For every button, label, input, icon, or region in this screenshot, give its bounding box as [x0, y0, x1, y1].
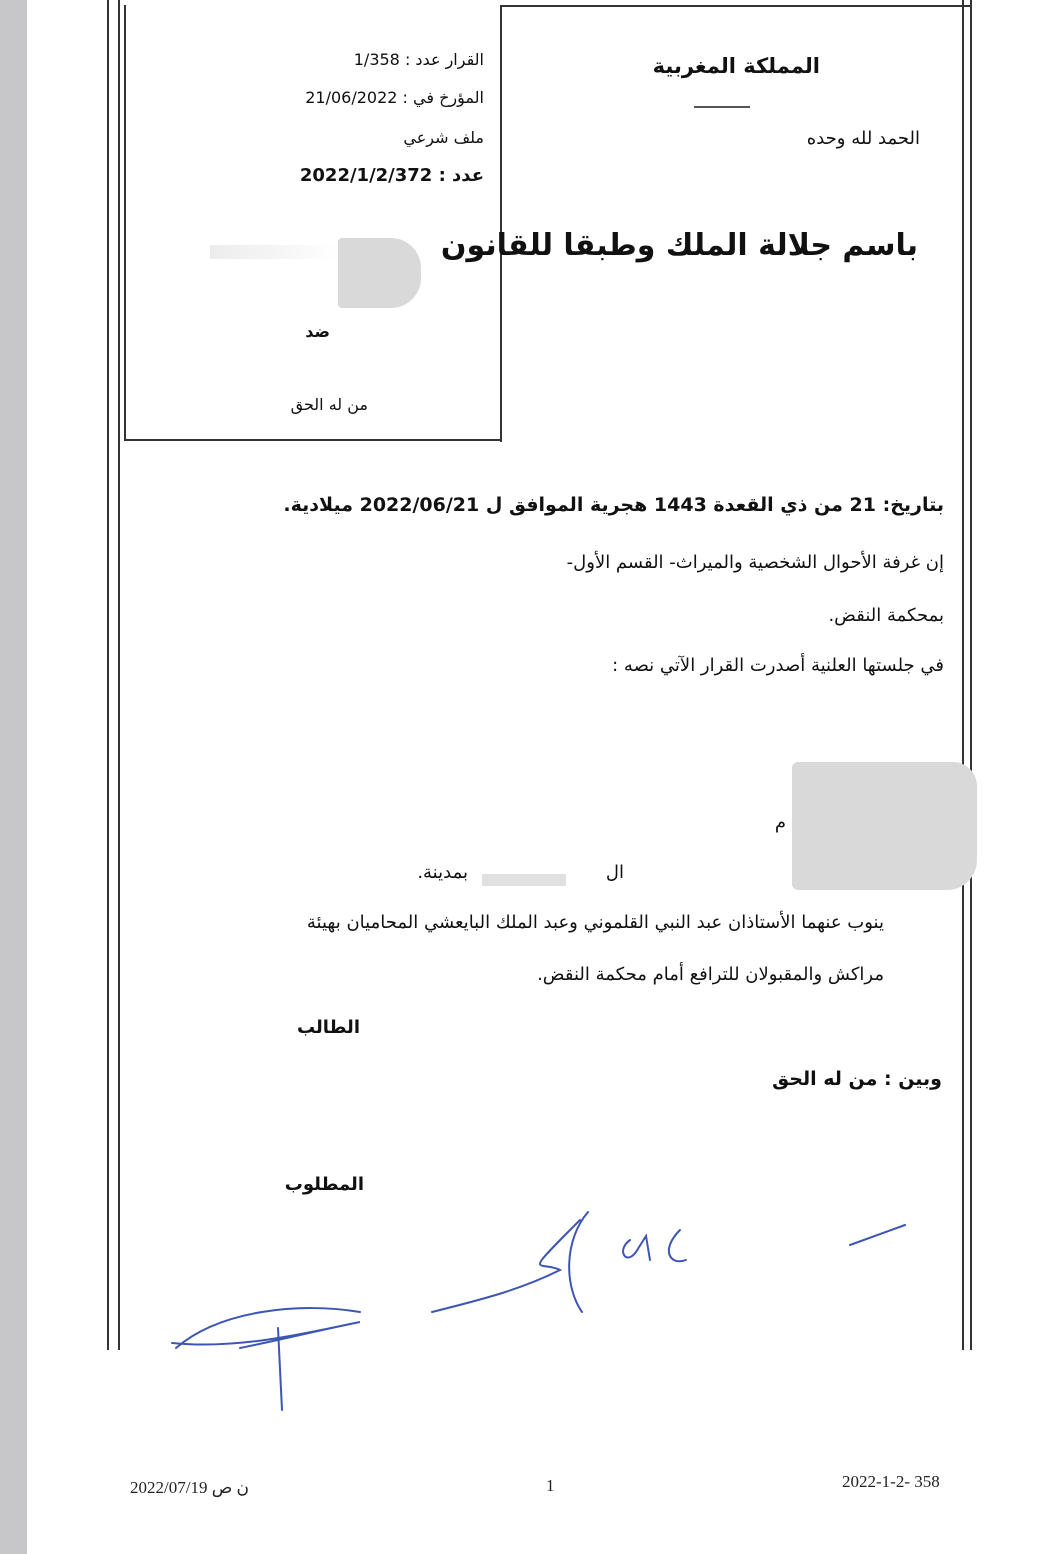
signature-middle-stroke-4 [669, 1230, 686, 1261]
footer-date: 2022/07/19 ن ص [130, 1478, 249, 1497]
partial-city-prefix: ال [605, 862, 624, 883]
lawyers-line-1: ينوب عنهما الأستاذان عبد النبي القلموني وعبد الملك البايعشي المحاميان بهيئة [306, 912, 884, 933]
file-number: عدد : 2022/1/2/372 [299, 165, 484, 186]
between-line: وبين : من له الحق [772, 1068, 942, 1090]
frame-right-outer-line [970, 0, 972, 1350]
chamber-line: إن غرفة الأحوال الشخصية والميراث- القسم الأول- [566, 552, 944, 573]
signature-left-stroke-2 [172, 1322, 360, 1348]
lawyers-line-2: مراكش والمقبولان للترافع أمام محكمة النقض. [537, 964, 884, 985]
redacted-party-name [338, 238, 421, 308]
session-line: في جلستها العلنية أصدرت القرار الآتي نصه : [612, 655, 944, 676]
frame-right-line [962, 0, 964, 1350]
decision-number: القرار عدد : 1/358 [353, 50, 484, 69]
praise-line: الحمد لله وحده [806, 128, 920, 149]
kingdom-title: المملكة المغربية [652, 54, 820, 78]
date-line: بتاريخ: 21 من ذي القعدة 1443 هجرية الموافق ل 2022/06/21 ميلادية. [283, 494, 944, 516]
redacted-city-name [482, 874, 566, 886]
case-type: ملف شرعي [403, 128, 484, 147]
blurred-party-text [210, 245, 338, 259]
kingdom-underline [694, 106, 750, 108]
frame-top-line [500, 5, 970, 7]
partial-name-mark: م [774, 812, 786, 833]
royal-formula: باسم جلالة الملك وطبقا للقانون [440, 228, 918, 263]
footer-page-number: 1 [546, 1476, 555, 1495]
signature-right-stroke [850, 1225, 905, 1245]
case-info-box [124, 5, 502, 441]
signature-middle-stroke-3 [623, 1236, 650, 1260]
frame-left-line [107, 0, 109, 1350]
court-line: بمحكمة النقض. [828, 605, 944, 626]
footer-file-reference: 2022-1-2- 358 [842, 1472, 940, 1491]
case-box-right-line [500, 5, 502, 442]
partial-city-line: بمدينة. [417, 862, 468, 883]
beneficiary-label: من له الحق [290, 395, 368, 414]
respondent-label: المطلوب [284, 1174, 364, 1195]
signature-middle-stroke-1 [432, 1220, 580, 1312]
signatures-image [160, 1200, 940, 1420]
against-label: ضد [305, 322, 330, 341]
applicant-label: الطالب [296, 1017, 360, 1038]
redacted-applicant-block [792, 762, 977, 890]
frame-left-inner-line [118, 0, 120, 1350]
decision-date: المؤرخ في : 21/06/2022 [305, 88, 484, 107]
scan-edge-strip [0, 0, 27, 1554]
